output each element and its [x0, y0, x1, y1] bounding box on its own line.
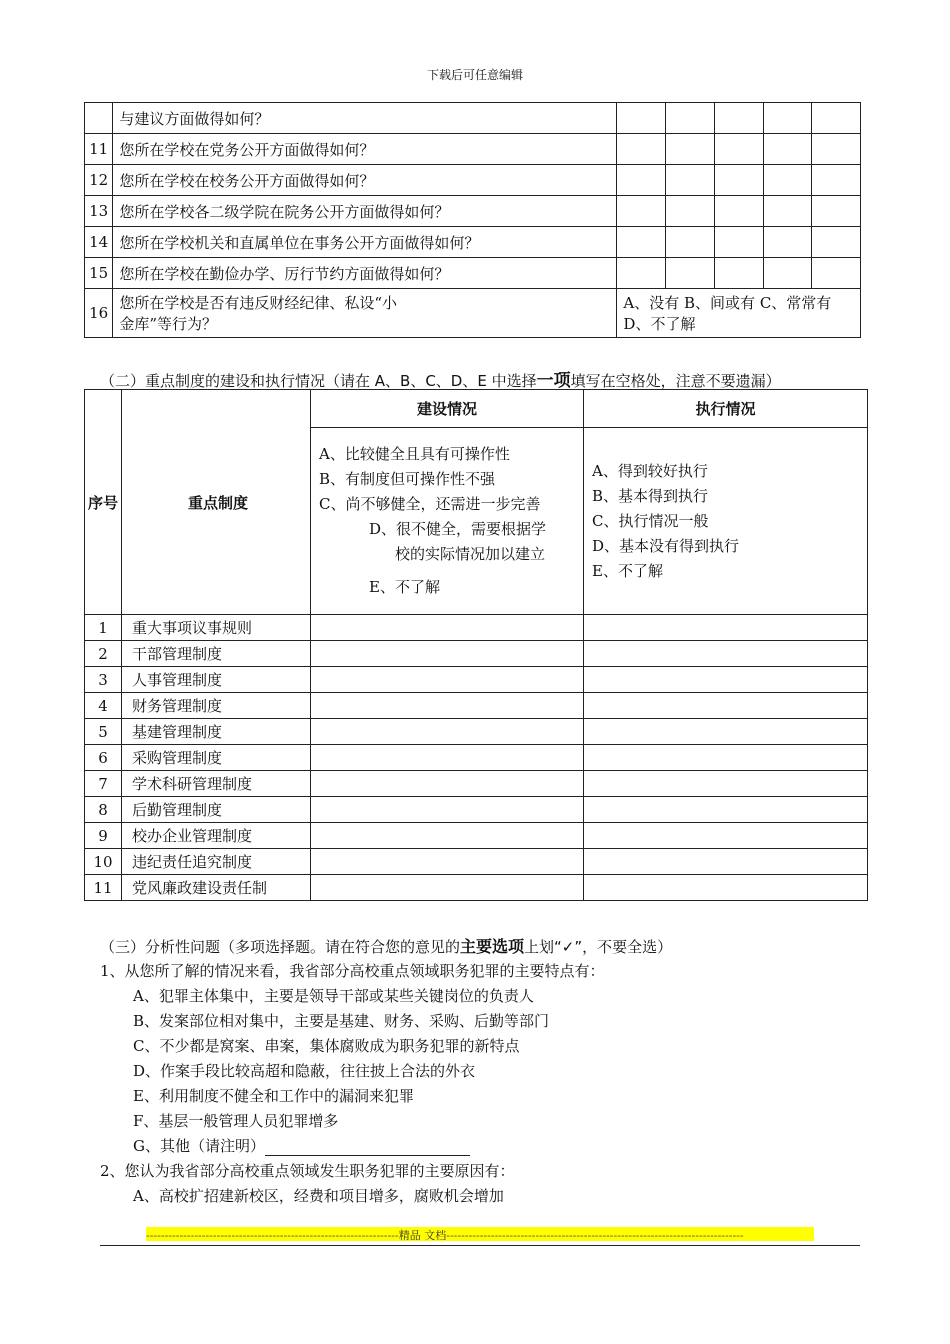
system-name: 校办企业管理制度	[122, 823, 311, 849]
build-option: 校的实际情况加以建立	[395, 545, 546, 563]
answer-cell[interactable]	[714, 103, 763, 134]
row-index: 3	[85, 667, 122, 693]
build-answer-cell[interactable]	[311, 693, 584, 719]
exec-answer-cell[interactable]	[584, 875, 868, 901]
answer-cell[interactable]	[617, 134, 666, 165]
answer-cell[interactable]	[666, 258, 715, 289]
footer-dashes: --------------------------------------------------------------------------------	[446, 1229, 744, 1241]
build-answer-cell[interactable]	[311, 849, 584, 875]
build-options	[311, 428, 584, 615]
exec-option: E、不了解	[592, 561, 663, 580]
build-option: C、尚不够健全，还需进一步完善	[319, 495, 541, 513]
answer-cell[interactable]	[812, 134, 861, 165]
section-title	[100, 934, 672, 957]
footer-label: 精品 文档	[398, 1229, 447, 1241]
title-text: 填写在空格处，注意不要遗漏）	[570, 372, 781, 390]
exec-option: B、基本得到执行	[592, 486, 709, 505]
table-row	[85, 134, 861, 165]
build-answer-cell[interactable]	[311, 771, 584, 797]
answer-cell[interactable]	[617, 165, 666, 196]
table-row	[85, 771, 868, 797]
title-text: （三）分析性问题（多项选择题。请在符合您的意见的	[100, 938, 461, 956]
answer-cell[interactable]	[812, 103, 861, 134]
build-option: A、比较健全且具有可操作性	[319, 445, 510, 463]
row-index: 10	[85, 849, 122, 875]
row-index: 8	[85, 797, 122, 823]
system-name: 学术科研管理制度	[122, 771, 311, 797]
exec-answer-cell[interactable]	[584, 797, 868, 823]
q1-option-b[interactable]: B、发案部位相对集中，主要是基建、财务、采购、后勤等部门	[133, 1012, 550, 1030]
exec-answer-cell[interactable]	[584, 849, 868, 875]
q1-option-e[interactable]: E、利用制度不健全和工作中的漏洞来犯罪	[133, 1087, 414, 1105]
table-row	[85, 719, 868, 745]
answer-cell[interactable]	[666, 227, 715, 258]
table-row	[85, 797, 868, 823]
answer-cell[interactable]	[763, 165, 812, 196]
answer-cell[interactable]	[714, 134, 763, 165]
q1-option-f[interactable]: F、基层一般管理人员犯罪增多	[133, 1112, 339, 1130]
question-text: 您所在学校在勤俭办学、厉行节约方面做得如何？	[113, 258, 617, 289]
system-name: 干部管理制度	[122, 641, 311, 667]
title-text: 上划“✓”，不要全选）	[524, 938, 673, 956]
answer-cell[interactable]	[666, 134, 715, 165]
answer-cell[interactable]	[763, 103, 812, 134]
answer-cell[interactable]	[714, 227, 763, 258]
answer-cell[interactable]	[666, 165, 715, 196]
system-name: 党风廉政建设责任制	[122, 875, 311, 901]
build-answer-cell[interactable]	[311, 823, 584, 849]
system-name: 重大事项议事规则	[122, 615, 311, 641]
option-label: G、其他（请注明）	[133, 1137, 265, 1155]
system-name: 基建管理制度	[122, 719, 311, 745]
answer-cell[interactable]	[812, 227, 861, 258]
table-row	[85, 103, 861, 134]
q1-option-c[interactable]: C、不少都是窝案、串案，集体腐败成为职务犯罪的新特点	[133, 1037, 520, 1055]
answer-cell[interactable]	[763, 134, 812, 165]
build-answer-cell[interactable]	[311, 719, 584, 745]
question-2: 2、您认为我省部分高校重点领域发生职务犯罪的主要原因有：	[100, 1162, 515, 1180]
system-name: 采购管理制度	[122, 745, 311, 771]
answer-cell[interactable]	[714, 196, 763, 227]
header-system: 重点制度	[122, 390, 311, 615]
answer-options[interactable]: A、没有 B、间或有 C、常常有 D、不了解	[617, 289, 861, 338]
row-index: 4	[85, 693, 122, 719]
title-text: （二）重点制度的建设和执行情况（请在 A、B、C、D、E 中选择	[100, 372, 537, 390]
build-option: E、不了解	[369, 578, 440, 596]
row-number: 14	[85, 227, 113, 258]
q1-option-a[interactable]: A、犯罪主体集中，主要是领导干部或某些关键岗位的负责人	[133, 987, 534, 1005]
system-table	[84, 389, 868, 901]
title-emphasis: 主要选项	[460, 937, 525, 956]
answer-cell[interactable]	[763, 196, 812, 227]
build-answer-cell[interactable]	[311, 615, 584, 641]
build-answer-cell[interactable]	[311, 797, 584, 823]
row-number: 13	[85, 196, 113, 227]
header-build: 建设情况	[311, 390, 584, 428]
exec-answer-cell[interactable]	[584, 719, 868, 745]
exec-options	[584, 428, 868, 615]
build-answer-cell[interactable]	[311, 745, 584, 771]
build-option: B、有制度但可操作性不强	[319, 470, 496, 488]
header-exec: 执行情况	[584, 390, 868, 428]
table-row	[85, 667, 868, 693]
answer-cell[interactable]	[617, 196, 666, 227]
exec-answer-cell[interactable]	[584, 771, 868, 797]
table-row	[85, 745, 868, 771]
question-line: 您所在学校是否有违反财经纪律、私设“小	[119, 294, 397, 312]
table-header-row	[85, 390, 868, 428]
question-text: 您所在学校机关和直属单位在事务公开方面做得如何？	[113, 227, 617, 258]
row-index: 2	[85, 641, 122, 667]
answer-cell[interactable]	[812, 196, 861, 227]
row-number	[85, 103, 113, 134]
answer-cell[interactable]	[617, 227, 666, 258]
answer-cell[interactable]	[812, 258, 861, 289]
row-index: 1	[85, 615, 122, 641]
build-answer-cell[interactable]	[311, 667, 584, 693]
exec-option: A、得到较好执行	[592, 461, 708, 480]
exec-answer-cell[interactable]	[584, 693, 868, 719]
other-fill-line[interactable]	[265, 1141, 470, 1156]
title-emphasis: 一项	[536, 371, 571, 391]
table-row	[85, 196, 861, 227]
question-text: 您所在学校在校务公开方面做得如何？	[113, 165, 617, 196]
q1-option-d[interactable]: D、作案手段比较高超和隐蔽，往往披上合法的外衣	[133, 1062, 476, 1080]
table-row	[85, 165, 861, 196]
header-index: 序号	[85, 390, 122, 615]
answer-cell[interactable]	[666, 103, 715, 134]
table-row	[85, 849, 868, 875]
row-index: 9	[85, 823, 122, 849]
table-row	[85, 258, 861, 289]
table-row	[85, 823, 868, 849]
build-answer-cell[interactable]	[311, 875, 584, 901]
build-answer-cell[interactable]	[311, 641, 584, 667]
table-row	[85, 693, 868, 719]
row-index: 6	[85, 745, 122, 771]
question-text: 与建议方面做得如何？	[113, 103, 617, 134]
system-name: 违纪责任追究制度	[122, 849, 311, 875]
question-text: 您所在学校各二级学院在院务公开方面做得如何？	[113, 196, 617, 227]
question-line: 金库”等行为？	[119, 315, 217, 333]
exec-answer-cell[interactable]	[584, 823, 868, 849]
row-index: 7	[85, 771, 122, 797]
question-text	[113, 289, 617, 338]
section-title	[100, 366, 781, 391]
answer-cell[interactable]	[714, 258, 763, 289]
question-1: 1、从您所了解的情况来看，我省部分高校重点领域职务犯罪的主要特点有：	[100, 962, 605, 980]
exec-answer-cell[interactable]	[584, 615, 868, 641]
table-row	[85, 227, 861, 258]
row-index: 11	[85, 875, 122, 901]
footer-dashes: --------------------------------------------------------------------	[146, 1229, 399, 1241]
header-note: 下载后可任意编辑	[426, 68, 523, 82]
answer-cell[interactable]	[763, 227, 812, 258]
table-row	[85, 875, 868, 901]
exec-answer-cell[interactable]	[584, 745, 868, 771]
row-number: 11	[85, 134, 113, 165]
table-row	[85, 289, 861, 338]
row-number: 15	[85, 258, 113, 289]
system-name: 人事管理制度	[122, 667, 311, 693]
question-text: 您所在学校在党务公开方面做得如何？	[113, 134, 617, 165]
exec-option: D、基本没有得到执行	[592, 536, 740, 555]
table-row	[85, 615, 868, 641]
exec-answer-cell[interactable]	[584, 667, 868, 693]
exec-option: C、执行情况一般	[592, 511, 709, 530]
system-name: 后勤管理制度	[122, 797, 311, 823]
exec-answer-cell[interactable]	[584, 641, 868, 667]
footer-rule	[100, 1245, 860, 1246]
system-name: 财务管理制度	[122, 693, 311, 719]
build-option: D、很不健全，需要根据学	[369, 520, 547, 538]
q1-option-g[interactable]	[133, 1135, 470, 1156]
answer-cell[interactable]	[666, 196, 715, 227]
answer-cell[interactable]	[617, 258, 666, 289]
row-number: 16	[85, 289, 113, 338]
answer-cell[interactable]	[617, 103, 666, 134]
table-row	[85, 641, 868, 667]
row-index: 5	[85, 719, 122, 745]
evaluation-table	[84, 102, 861, 338]
row-number: 12	[85, 165, 113, 196]
q2-option-a[interactable]: A、高校扩招建新校区，经费和项目增多，腐败机会增加	[133, 1187, 504, 1205]
answer-cell[interactable]	[812, 165, 861, 196]
footer-banner	[146, 1227, 814, 1241]
answer-cell[interactable]	[763, 258, 812, 289]
answer-cell[interactable]	[714, 165, 763, 196]
